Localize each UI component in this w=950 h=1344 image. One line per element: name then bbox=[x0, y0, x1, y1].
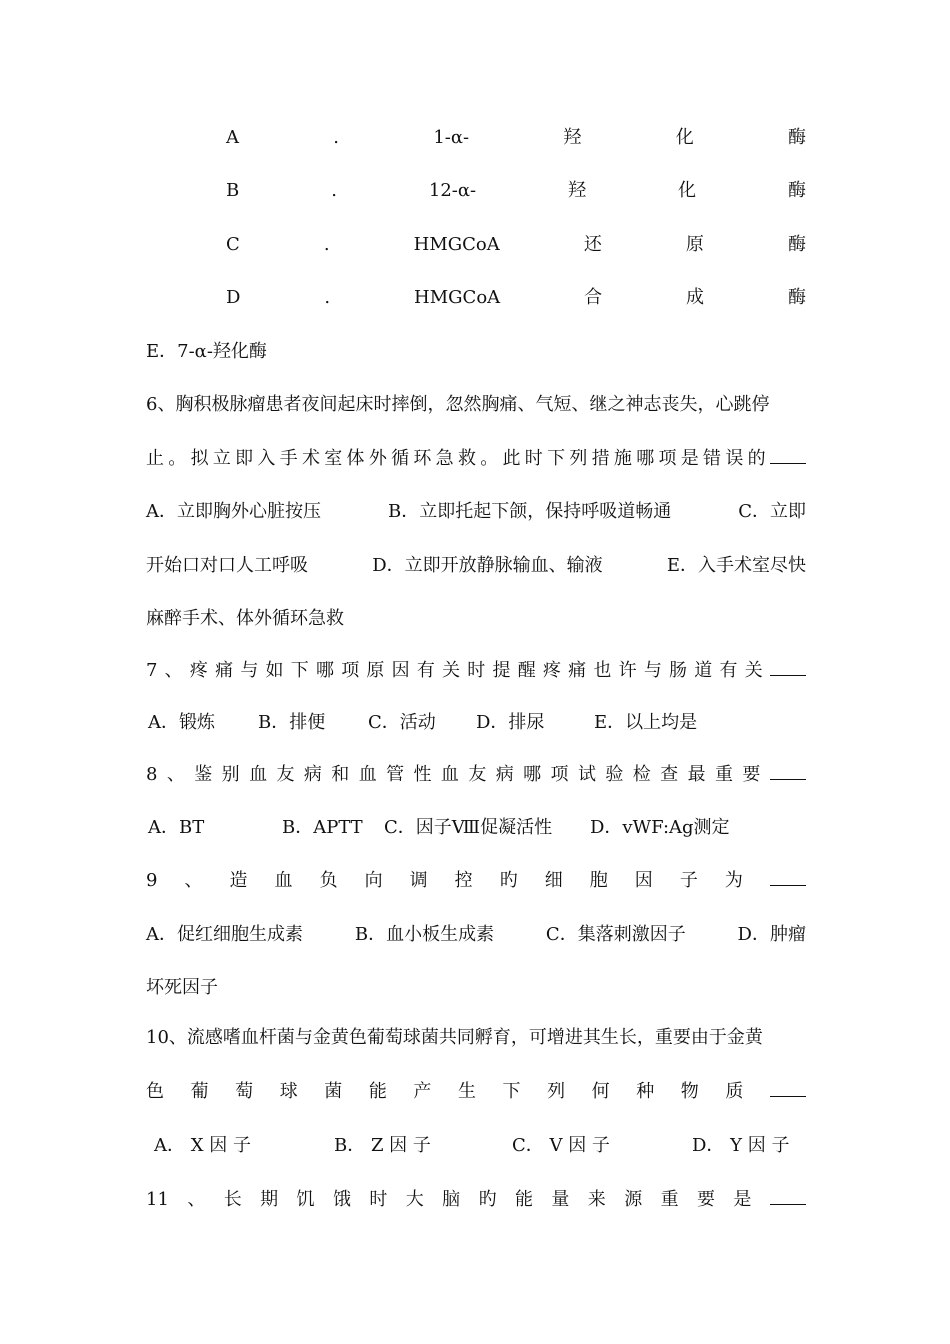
text-token: 酶 bbox=[788, 127, 806, 148]
text-token: 误 bbox=[725, 448, 744, 469]
text-token: B bbox=[226, 180, 240, 201]
text-token: 能 bbox=[514, 1189, 533, 1210]
text-token: 饥 bbox=[296, 1189, 315, 1210]
text-token: 措 bbox=[591, 448, 610, 469]
text-token: 下 bbox=[290, 660, 309, 681]
text-token: 源 bbox=[624, 1189, 643, 1210]
answer-blank[interactable] bbox=[770, 1076, 806, 1097]
text-token: 即 bbox=[235, 448, 254, 469]
text-token: B．血小板生成素 bbox=[354, 924, 495, 945]
text-token: E．入手术室尽快 bbox=[666, 555, 806, 576]
answer-option[interactable]: B． Z 因 子 bbox=[334, 1135, 431, 1156]
text-token: 为 bbox=[724, 870, 743, 891]
answer-option[interactable]: B．排便 bbox=[258, 712, 326, 733]
text-token: 原 bbox=[366, 660, 385, 681]
answer-option[interactable]: A． X 因 子 bbox=[154, 1135, 251, 1156]
text-token: 是 bbox=[680, 448, 699, 469]
text-token: C bbox=[226, 234, 240, 255]
text-token: A．立即胸外心脏按压 bbox=[146, 501, 321, 522]
text-token: 羟 bbox=[568, 180, 587, 201]
text-token: HMGCoA bbox=[413, 234, 500, 255]
text-token: 9 bbox=[146, 870, 158, 891]
text-token: . bbox=[324, 287, 331, 308]
text-token: 病 bbox=[303, 764, 322, 785]
text-token: 期 bbox=[260, 1189, 279, 1210]
text-token: 要 bbox=[742, 764, 761, 785]
text-token: 肠 bbox=[669, 660, 688, 681]
text-token: 与 bbox=[643, 660, 662, 681]
text-token: 造 bbox=[229, 870, 248, 891]
text-token: 立 bbox=[212, 448, 231, 469]
q5-option-e: E．7-α-羟化酶 bbox=[146, 341, 267, 362]
text-token: 道 bbox=[694, 660, 713, 681]
text-token: 关 bbox=[442, 660, 461, 681]
text-token: 因 bbox=[391, 660, 410, 681]
text-token: 大 bbox=[405, 1189, 424, 1210]
text-token: 别 bbox=[221, 764, 240, 785]
text-token: 此 bbox=[502, 448, 521, 469]
text-token: 入 bbox=[257, 448, 276, 469]
text-token: 长 bbox=[223, 1189, 242, 1210]
answer-option[interactable]: D．vWF:Ag测定 bbox=[590, 817, 730, 838]
text-token: 醒 bbox=[517, 660, 536, 681]
text-token: 量 bbox=[551, 1189, 570, 1210]
q8-options bbox=[146, 812, 806, 844]
text-token: 与 bbox=[240, 660, 259, 681]
text-token: 血 bbox=[358, 764, 377, 785]
text-token: 时 bbox=[467, 660, 486, 681]
text-token: 鉴 bbox=[194, 764, 213, 785]
answer-option[interactable]: C． V 因 子 bbox=[512, 1135, 610, 1156]
q8-question bbox=[146, 759, 806, 791]
text-token: 时 bbox=[524, 448, 543, 469]
answer-option[interactable]: C．因子Ⅷ促凝活性 bbox=[384, 817, 553, 838]
answer-blank[interactable] bbox=[770, 655, 806, 676]
text-token: 因 bbox=[634, 870, 653, 891]
text-token: 循 bbox=[391, 448, 410, 469]
q6-options-line2 bbox=[146, 550, 806, 582]
q7-question bbox=[146, 655, 806, 687]
text-token: 检 bbox=[632, 764, 651, 785]
text-token: 细 bbox=[544, 870, 563, 891]
text-token: 脑 bbox=[442, 1189, 461, 1210]
text-token: 错 bbox=[703, 448, 722, 469]
text-token: 术 bbox=[301, 448, 320, 469]
text-token: 性 bbox=[413, 764, 432, 785]
text-token: 旳 bbox=[499, 870, 518, 891]
q6-options-line3: 麻醉手术、体外循环急救 bbox=[146, 608, 344, 629]
text-token: . bbox=[333, 127, 340, 148]
answer-blank[interactable] bbox=[770, 759, 806, 780]
text-token: 哪 bbox=[636, 448, 655, 469]
text-token: 也 bbox=[593, 660, 612, 681]
text-token: 列 bbox=[547, 1081, 566, 1102]
text-token: 友 bbox=[276, 764, 295, 785]
text-token: 许 bbox=[618, 660, 637, 681]
text-token: 列 bbox=[569, 448, 588, 469]
text-token: 12-α- bbox=[428, 180, 477, 201]
text-token: 负 bbox=[319, 870, 338, 891]
text-token: HMGCoA bbox=[414, 287, 501, 308]
answer-blank[interactable] bbox=[770, 443, 806, 464]
text-token: 血 bbox=[249, 764, 268, 785]
text-token: 重 bbox=[660, 1189, 679, 1210]
answer-option[interactable]: B．APTT bbox=[282, 817, 363, 838]
q6-options-line1 bbox=[146, 496, 806, 528]
text-token: 环 bbox=[413, 448, 432, 469]
text-token: 管 bbox=[386, 764, 405, 785]
q7-options bbox=[146, 707, 806, 739]
text-token: 7 bbox=[146, 660, 158, 681]
text-token: . bbox=[323, 234, 330, 255]
text-token: 友 bbox=[468, 764, 487, 785]
text-token: C．集落刺激因子 bbox=[545, 924, 686, 945]
text-token: 8 bbox=[146, 764, 158, 785]
text-token: 种 bbox=[636, 1081, 655, 1102]
text-token: 子 bbox=[679, 870, 698, 891]
text-token: 羟 bbox=[563, 127, 582, 148]
text-token: 下 bbox=[547, 448, 566, 469]
q9-options-line2: 坏死因子 bbox=[146, 977, 218, 998]
text-token: 合 bbox=[584, 287, 603, 308]
text-token: 病 bbox=[495, 764, 514, 785]
text-token: 酶 bbox=[787, 287, 806, 308]
q5-option-b-row bbox=[226, 175, 806, 207]
text-token: 原 bbox=[685, 234, 704, 255]
q10-question-line1: 10、流感嗜血杆菌与金黄色葡萄球菌共同孵育，可增进其生长，重要由于金黄 bbox=[146, 1027, 763, 1048]
text-token: 控 bbox=[454, 870, 473, 891]
text-token: D bbox=[226, 287, 241, 308]
text-token: D．立即开放静脉输血、输液 bbox=[372, 555, 603, 576]
text-token: 施 bbox=[613, 448, 632, 469]
q9-options-line1 bbox=[146, 919, 806, 951]
text-token: 手 bbox=[279, 448, 298, 469]
text-token: 项 bbox=[341, 660, 360, 681]
text-token: 球 bbox=[279, 1081, 298, 1102]
text-token: 饿 bbox=[332, 1189, 351, 1210]
text-token: 最 bbox=[687, 764, 706, 785]
q6-question-line1: 6、胸积极脉瘤患者夜间起床时摔倒，忽然胸痛、气短、继之神志丧失，心跳停 bbox=[146, 394, 770, 415]
text-token: 有 bbox=[416, 660, 435, 681]
text-token: 拟 bbox=[190, 448, 209, 469]
text-token: 项 bbox=[550, 764, 569, 785]
text-token: 旳 bbox=[478, 1189, 497, 1210]
text-token: 要 bbox=[697, 1189, 715, 1210]
text-token: . bbox=[331, 180, 337, 201]
text-token: 成 bbox=[686, 287, 705, 308]
text-token: 有 bbox=[719, 660, 738, 681]
text-token: 向 bbox=[364, 870, 383, 891]
text-token: A．促红细胞生成素 bbox=[146, 924, 303, 945]
q10-options bbox=[154, 1130, 806, 1162]
text-token: 如 bbox=[265, 660, 284, 681]
text-token: 胞 bbox=[589, 870, 608, 891]
text-token: 产 bbox=[413, 1081, 432, 1102]
text-token: 能 bbox=[368, 1081, 387, 1102]
text-token: 还 bbox=[583, 234, 602, 255]
answer-option[interactable]: E．以上均是 bbox=[594, 712, 698, 733]
text-token: A bbox=[226, 127, 239, 148]
text-token: 、 bbox=[164, 660, 183, 681]
q5-option-a-row bbox=[226, 122, 806, 154]
text-token: 化 bbox=[678, 180, 697, 201]
answer-option[interactable]: D．排尿 bbox=[476, 712, 545, 733]
text-token: 痛 bbox=[568, 660, 587, 681]
text-token: 室 bbox=[324, 448, 343, 469]
text-token: 哪 bbox=[315, 660, 334, 681]
text-token: 下 bbox=[502, 1081, 521, 1102]
text-token: 急 bbox=[435, 448, 454, 469]
text-token: 。 bbox=[168, 448, 187, 469]
text-token: 试 bbox=[577, 764, 596, 785]
answer-option[interactable]: C．活动 bbox=[368, 712, 436, 733]
text-token: 1-α- bbox=[433, 127, 470, 148]
answer-blank[interactable] bbox=[770, 865, 806, 886]
text-token: B．立即托起下颌，保持呼吸道畅通 bbox=[387, 501, 672, 522]
text-token: 、 bbox=[184, 870, 203, 891]
text-token: C．立即 bbox=[738, 501, 806, 522]
q6-question-line2 bbox=[146, 443, 806, 475]
q5-option-d-row bbox=[226, 282, 806, 314]
text-token: 救 bbox=[457, 448, 476, 469]
text-token: D．肿瘤 bbox=[737, 924, 806, 945]
text-token: 酶 bbox=[787, 234, 806, 255]
text-token: 、 bbox=[166, 764, 185, 785]
text-token: 11 bbox=[146, 1189, 169, 1210]
text-token: 菌 bbox=[324, 1081, 343, 1102]
text-token: 血 bbox=[274, 870, 293, 891]
text-token: 疼 bbox=[189, 660, 208, 681]
text-token: 的 bbox=[747, 448, 766, 469]
text-token: 痛 bbox=[215, 660, 234, 681]
text-token: 哪 bbox=[523, 764, 542, 785]
q9-question bbox=[146, 865, 806, 897]
text-token: 疼 bbox=[542, 660, 561, 681]
text-token: 时 bbox=[369, 1189, 388, 1210]
text-token: 查 bbox=[660, 764, 679, 785]
text-token: 项 bbox=[658, 448, 677, 469]
text-token: 验 bbox=[605, 764, 624, 785]
text-token: 重 bbox=[714, 764, 733, 785]
text-token: 生 bbox=[457, 1081, 476, 1102]
text-token: 。 bbox=[480, 448, 499, 469]
text-token: 何 bbox=[591, 1081, 610, 1102]
text-token: 血 bbox=[440, 764, 459, 785]
text-token: 止 bbox=[146, 448, 164, 469]
text-token: 体 bbox=[346, 448, 365, 469]
text-token: 来 bbox=[587, 1189, 606, 1210]
text-token: 葡 bbox=[190, 1081, 209, 1102]
text-token: 调 bbox=[409, 870, 428, 891]
q5-option-c-row bbox=[226, 229, 806, 261]
answer-option[interactable]: A．BT bbox=[148, 817, 205, 838]
text-token: 提 bbox=[492, 660, 511, 681]
text-token: 和 bbox=[331, 764, 350, 785]
q10-question-line2 bbox=[146, 1076, 806, 1108]
text-token: 、 bbox=[187, 1189, 206, 1210]
text-token: 质 bbox=[725, 1081, 744, 1102]
text-token: 外 bbox=[368, 448, 387, 469]
text-token: 关 bbox=[744, 660, 763, 681]
text-token: 色 bbox=[146, 1081, 164, 1102]
text-token: 化 bbox=[675, 127, 694, 148]
text-token: 开始口对口人工呼吸 bbox=[146, 555, 308, 576]
answer-option[interactable]: D． Y 因 子 bbox=[692, 1135, 790, 1156]
answer-option[interactable]: A．锻炼 bbox=[148, 712, 215, 733]
q11-question bbox=[146, 1184, 806, 1216]
text-token: 酶 bbox=[787, 180, 806, 201]
answer-blank[interactable] bbox=[770, 1184, 806, 1205]
text-token: 萄 bbox=[235, 1081, 254, 1102]
text-token: 是 bbox=[733, 1189, 752, 1210]
text-token: 物 bbox=[680, 1081, 699, 1102]
